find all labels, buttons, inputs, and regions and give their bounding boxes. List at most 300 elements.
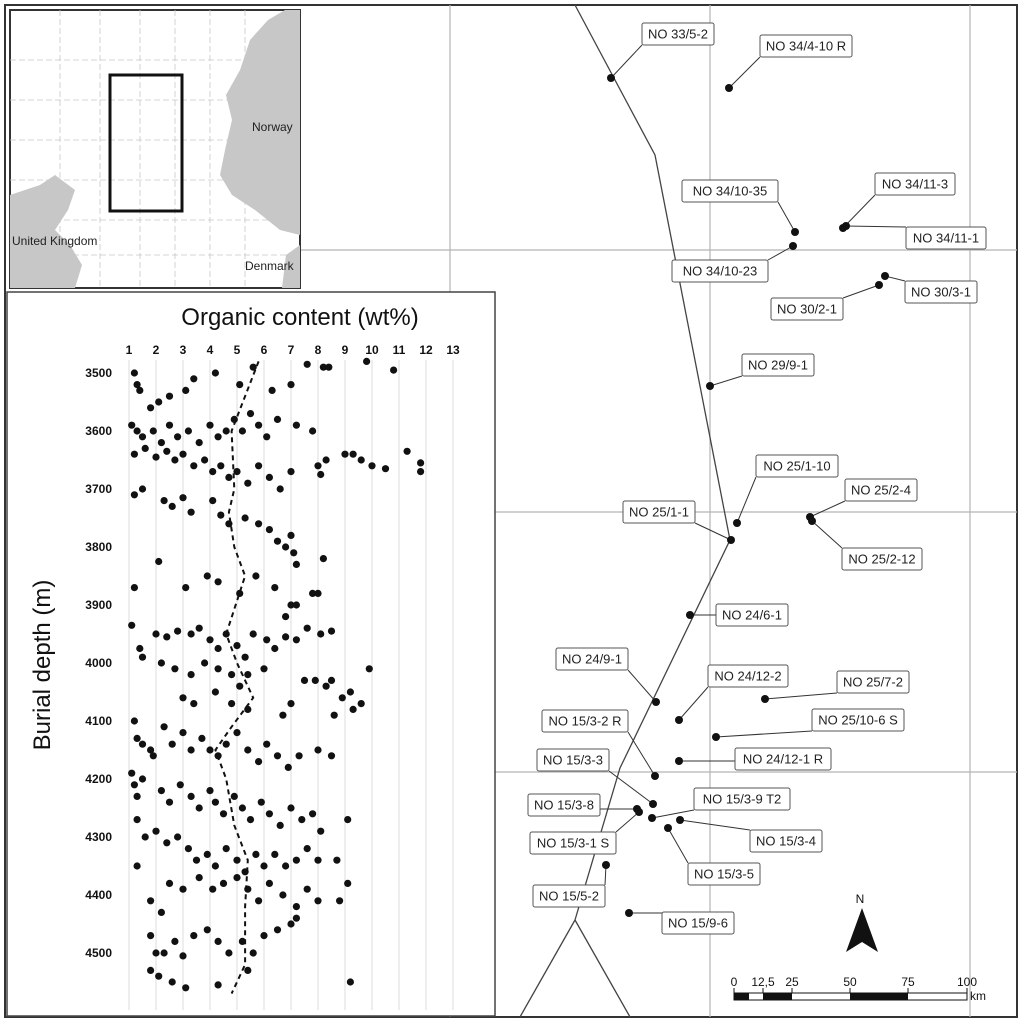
x-tick-label: 13 [446, 343, 460, 357]
well-label: NO 25/2-12 [848, 551, 916, 567]
data-point [277, 822, 284, 829]
data-point [350, 706, 357, 713]
inset-label-denmark: Denmark [245, 259, 294, 273]
data-point [282, 613, 289, 620]
well-label: NO 15/3-3 [543, 752, 603, 768]
data-point [206, 787, 213, 794]
x-tick-label: 10 [365, 343, 379, 357]
data-point [161, 723, 168, 730]
data-point [166, 799, 173, 806]
data-point [179, 952, 186, 959]
data-point [228, 700, 235, 707]
well-label: NO 15/9-6 [668, 915, 728, 931]
data-point [212, 369, 219, 376]
data-point [152, 949, 159, 956]
well-point [651, 772, 659, 780]
data-point [196, 625, 203, 632]
y-tick-label: 4000 [85, 656, 112, 670]
data-point [155, 398, 162, 405]
data-point [285, 764, 292, 771]
well-point [842, 222, 850, 230]
data-point [260, 665, 267, 672]
data-point [239, 427, 246, 434]
data-point [247, 816, 254, 823]
data-point [304, 625, 311, 632]
well-label: NO 33/5-2 [648, 26, 708, 42]
data-point [166, 422, 173, 429]
well-point [602, 861, 610, 869]
data-point [215, 938, 222, 945]
data-point [274, 416, 281, 423]
data-point [131, 491, 138, 498]
data-point [233, 874, 240, 881]
well-point [875, 281, 883, 289]
well-point [706, 382, 714, 390]
data-point [131, 717, 138, 724]
data-point [179, 886, 186, 893]
data-point [142, 445, 149, 452]
data-point [244, 671, 251, 678]
data-point [368, 462, 375, 469]
data-point [298, 816, 305, 823]
data-point [274, 752, 281, 759]
data-point [274, 926, 281, 933]
data-point [190, 932, 197, 939]
x-tick-label: 4 [206, 343, 214, 357]
data-point [344, 816, 351, 823]
y-tick-label: 4200 [85, 772, 112, 786]
data-point [166, 393, 173, 400]
data-point [182, 584, 189, 591]
data-point [333, 857, 340, 864]
data-point [317, 630, 324, 637]
data-point [244, 706, 251, 713]
data-point [158, 909, 165, 916]
data-point [282, 543, 289, 550]
data-point [139, 485, 146, 492]
well-point [675, 716, 683, 724]
data-point [161, 497, 168, 504]
data-point [196, 804, 203, 811]
data-point [323, 456, 330, 463]
well-point [881, 272, 889, 280]
data-point [179, 494, 186, 501]
data-point [134, 816, 141, 823]
data-point [204, 926, 211, 933]
data-point [347, 978, 354, 985]
x-tick-label: 5 [233, 343, 241, 357]
well-point [712, 733, 720, 741]
data-point [358, 456, 365, 463]
data-point [266, 810, 273, 817]
data-point [193, 857, 200, 864]
data-point [188, 630, 195, 637]
data-point [271, 851, 278, 858]
data-point [215, 665, 222, 672]
data-point [320, 555, 327, 562]
data-point [309, 427, 316, 434]
data-point [179, 451, 186, 458]
data-point [296, 752, 303, 759]
data-point [206, 422, 213, 429]
data-point [220, 810, 227, 817]
data-point [206, 746, 213, 753]
data-point [258, 799, 265, 806]
data-point [196, 439, 203, 446]
data-point [134, 735, 141, 742]
data-point [250, 364, 257, 371]
data-point [139, 433, 146, 440]
well-point [625, 909, 633, 917]
data-point [325, 364, 332, 371]
well-label: NO 30/3-1 [911, 284, 971, 300]
data-point [174, 433, 181, 440]
data-point [179, 694, 186, 701]
data-point [139, 741, 146, 748]
scale-tick-label: 25 [785, 975, 799, 989]
data-point [215, 645, 222, 652]
data-point [152, 828, 159, 835]
data-point [317, 828, 324, 835]
data-point [190, 462, 197, 469]
data-point [290, 549, 297, 556]
data-point [185, 845, 192, 852]
data-point [131, 451, 138, 458]
data-point [250, 630, 257, 637]
data-point [279, 712, 286, 719]
well-label: NO 34/4-10 R [765, 38, 847, 54]
data-point [212, 799, 219, 806]
data-point [266, 880, 273, 887]
data-point [190, 700, 197, 707]
data-point [228, 671, 235, 678]
data-point [225, 949, 232, 956]
data-point [134, 862, 141, 869]
data-point [417, 459, 424, 466]
well-point [761, 695, 769, 703]
data-point [217, 511, 224, 518]
data-point [128, 422, 135, 429]
scale-tick-label: 12,5 [751, 975, 775, 989]
data-point [204, 851, 211, 858]
plot-panel [7, 292, 495, 1016]
data-point [236, 381, 243, 388]
data-point [134, 793, 141, 800]
data-point [147, 967, 154, 974]
data-point [174, 628, 181, 635]
data-point [304, 361, 311, 368]
data-point [287, 381, 294, 388]
data-point [223, 741, 230, 748]
data-point [134, 427, 141, 434]
data-point [263, 741, 270, 748]
data-point [209, 497, 216, 504]
data-point [142, 833, 149, 840]
data-point [344, 880, 351, 887]
data-point [225, 474, 232, 481]
data-point [204, 572, 211, 579]
data-point [139, 775, 146, 782]
data-point [223, 845, 230, 852]
well-point [607, 74, 615, 82]
data-point [301, 677, 308, 684]
data-point [244, 480, 251, 487]
well-label: NO 25/2-4 [851, 482, 911, 498]
data-point [277, 485, 284, 492]
data-point [131, 584, 138, 591]
data-point [293, 636, 300, 643]
data-point [152, 630, 159, 637]
data-point [239, 804, 246, 811]
data-point [182, 387, 189, 394]
data-point [171, 938, 178, 945]
well-label: NO 15/5-2 [539, 888, 599, 904]
data-point [314, 897, 321, 904]
x-tick-label: 3 [179, 343, 187, 357]
data-point [293, 915, 300, 922]
data-point [304, 886, 311, 893]
data-point [188, 509, 195, 516]
data-point [247, 410, 254, 417]
data-point [314, 462, 321, 469]
data-point [314, 857, 321, 864]
data-point [358, 700, 365, 707]
data-point [169, 503, 176, 510]
well-label: NO 24/6-1 [722, 607, 782, 623]
data-point [155, 558, 162, 565]
well-label: NO 15/3-4 [756, 833, 816, 849]
data-point [201, 456, 208, 463]
data-point [271, 584, 278, 591]
data-point [331, 712, 338, 719]
data-point [220, 880, 227, 887]
y-tick-label: 3600 [85, 424, 112, 438]
scale-tick-label: 100 [956, 975, 978, 989]
scale-tick-label: 0 [730, 975, 738, 989]
data-point [263, 433, 270, 440]
data-point [217, 462, 224, 469]
well-point [648, 814, 656, 822]
data-point [163, 633, 170, 640]
data-point [252, 851, 259, 858]
well-point [649, 800, 657, 808]
data-point [177, 781, 184, 788]
data-point [169, 978, 176, 985]
data-point [266, 474, 273, 481]
data-point [131, 781, 138, 788]
north-label: N [855, 892, 865, 906]
data-point [231, 793, 238, 800]
well-point [789, 242, 797, 250]
well-label: NO 24/12-1 R [742, 751, 824, 767]
data-point [404, 448, 411, 455]
data-point [282, 633, 289, 640]
y-tick-label: 3700 [85, 482, 112, 496]
data-point [390, 367, 397, 374]
data-point [242, 514, 249, 521]
scale-unit: km [970, 989, 986, 1003]
data-point [206, 636, 213, 643]
y-tick-label: 3500 [85, 366, 112, 380]
data-point [366, 665, 373, 672]
data-point [263, 636, 270, 643]
data-point [287, 920, 294, 927]
well-point [808, 517, 816, 525]
data-point [255, 897, 262, 904]
data-point [336, 897, 343, 904]
x-tick-label: 8 [314, 343, 322, 357]
data-point [304, 845, 311, 852]
data-point [274, 538, 281, 545]
y-tick-label: 3800 [85, 540, 112, 554]
data-point [233, 729, 240, 736]
data-point [244, 746, 251, 753]
data-point [174, 833, 181, 840]
data-point [185, 427, 192, 434]
y-tick-label: 3900 [85, 598, 112, 612]
well-label: NO 15/3-5 [694, 866, 754, 882]
well-label: NO 15/3-1 S [536, 835, 610, 851]
scale-tick-label: 75 [901, 975, 915, 989]
well-point [675, 757, 683, 765]
data-point [293, 903, 300, 910]
y-axis-title: Burial depth (m) [29, 579, 56, 751]
data-point [147, 932, 154, 939]
data-point [287, 804, 294, 811]
data-point [233, 642, 240, 649]
well-label: NO 34/11-1 [912, 230, 980, 246]
data-point [255, 422, 262, 429]
data-point [152, 454, 159, 461]
data-point [128, 622, 135, 629]
data-point [163, 839, 170, 846]
data-point [350, 451, 357, 458]
data-point [150, 752, 157, 759]
data-point [147, 897, 154, 904]
data-point [339, 694, 346, 701]
data-point [134, 381, 141, 388]
well-point [635, 808, 643, 816]
inset-label-uk: United Kingdom [12, 234, 98, 248]
data-point [382, 465, 389, 472]
data-point [166, 880, 173, 887]
well-label: NO 29/9-1 [748, 357, 808, 373]
x-tick-label: 7 [287, 343, 295, 357]
data-point [212, 688, 219, 695]
data-point [188, 671, 195, 678]
data-point [252, 572, 259, 579]
data-point [147, 404, 154, 411]
data-point [196, 874, 203, 881]
x-tick-label: 1 [125, 343, 133, 357]
data-point [188, 746, 195, 753]
data-point [341, 451, 348, 458]
well-label: NO 34/10-23 [682, 263, 758, 279]
well-label: NO 34/10-35 [692, 183, 768, 199]
y-tick-label: 4400 [85, 888, 112, 902]
x-axis-title: Organic content (wt%) [181, 304, 419, 331]
data-point [363, 358, 370, 365]
well-point [686, 611, 694, 619]
data-point [260, 932, 267, 939]
x-tick-label: 12 [419, 343, 433, 357]
data-point [212, 862, 219, 869]
data-point [150, 427, 157, 434]
data-point [314, 590, 321, 597]
data-point [188, 793, 195, 800]
data-point [271, 645, 278, 652]
data-point [225, 520, 232, 527]
data-point [279, 891, 286, 898]
data-point [347, 688, 354, 695]
data-point [190, 375, 197, 382]
data-point [255, 462, 262, 469]
data-point [287, 532, 294, 539]
data-point [158, 787, 165, 794]
inset-map [10, 10, 300, 288]
well-label: NO 34/11-3 [881, 176, 949, 192]
data-point [139, 654, 146, 661]
data-point [255, 758, 262, 765]
data-point [131, 369, 138, 376]
data-point [260, 862, 267, 869]
well-label: NO 24/9-1 [562, 651, 622, 667]
data-point [317, 471, 324, 478]
data-point [201, 659, 208, 666]
well-point [676, 816, 684, 824]
well-point [733, 519, 741, 527]
data-point [155, 973, 162, 980]
data-point [244, 967, 251, 974]
data-point [242, 654, 249, 661]
data-point [161, 949, 168, 956]
data-point [282, 862, 289, 869]
x-tick-label: 6 [260, 343, 268, 357]
data-point [293, 857, 300, 864]
well-label: NO 15/3-8 [534, 797, 594, 813]
data-point [169, 741, 176, 748]
y-tick-label: 4100 [85, 714, 112, 728]
well-label: NO 24/12-2 [714, 668, 782, 684]
data-point [255, 520, 262, 527]
data-point [250, 949, 257, 956]
data-point [171, 665, 178, 672]
data-point [236, 683, 243, 690]
data-point [323, 683, 330, 690]
data-point [309, 810, 316, 817]
well-label: NO 25/1-1 [629, 504, 689, 520]
data-point [215, 981, 222, 988]
data-point [158, 659, 165, 666]
well-label: NO 15/3-9 T2 [702, 791, 782, 807]
data-point [136, 645, 143, 652]
data-point [293, 561, 300, 568]
depth-plot [7, 292, 495, 1016]
data-point [328, 677, 335, 684]
well-point [725, 84, 733, 92]
data-point [163, 448, 170, 455]
data-point [269, 387, 276, 394]
data-point [266, 526, 273, 533]
well-label: NO 25/7-2 [843, 674, 903, 690]
data-point [233, 857, 240, 864]
data-point [158, 439, 165, 446]
data-point [179, 729, 186, 736]
data-point [171, 456, 178, 463]
well-label: NO 30/2-1 [777, 301, 837, 317]
data-point [198, 735, 205, 742]
data-point [328, 752, 335, 759]
